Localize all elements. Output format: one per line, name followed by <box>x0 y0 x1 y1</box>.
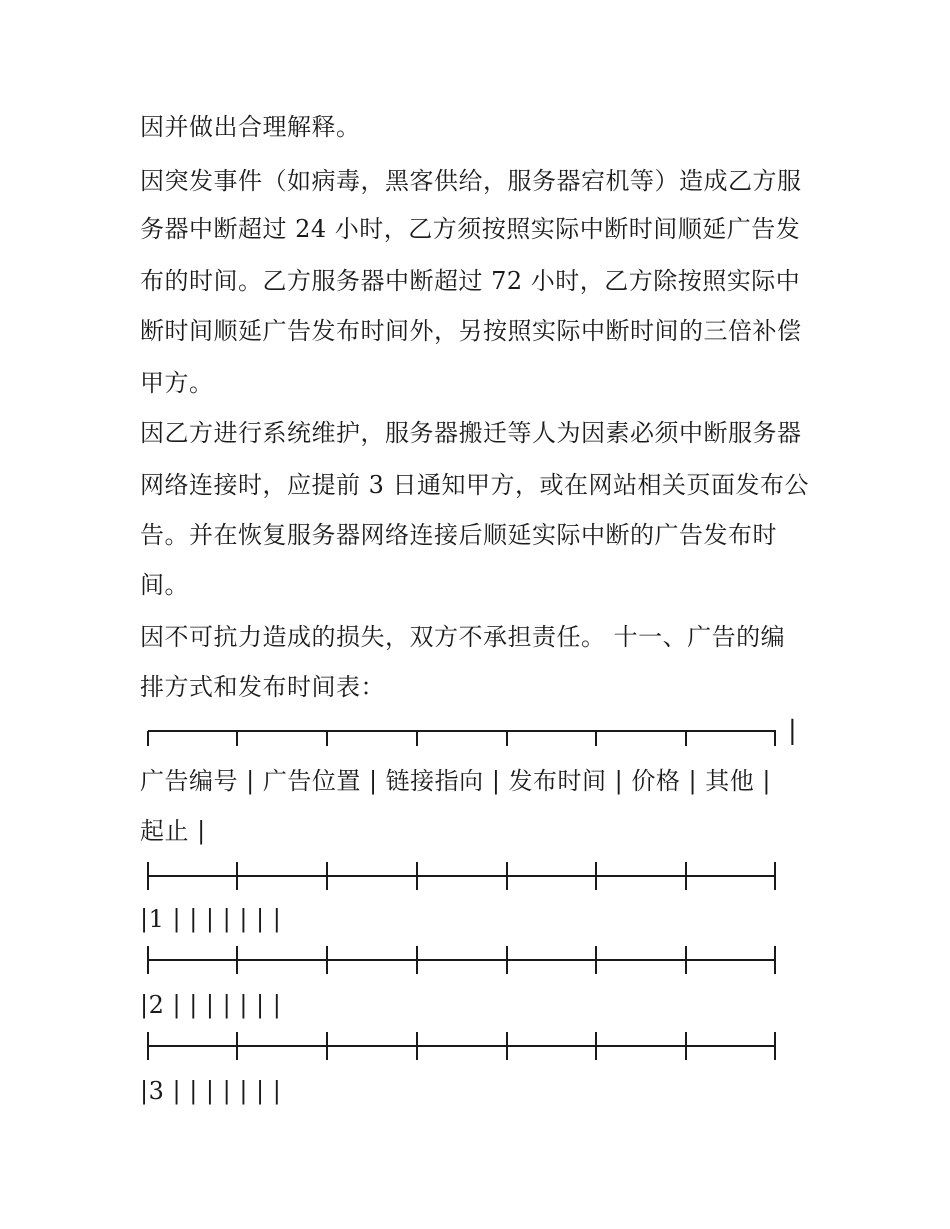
text-line: 因不可抗力造成的损失，双方不承担责任。 十一、广告的编 <box>140 623 786 651</box>
table-corner-mark: | <box>788 716 798 746</box>
text-line: 因乙方进行系统维护，服务器搬迁等人为因素必须中断服务器 <box>140 419 802 447</box>
text-line: 因突发事件（如病毒，黑客供给，服务器宕机等）造成乙方服 <box>140 167 802 195</box>
table-separator <box>140 1030 800 1062</box>
table-separator <box>140 860 800 892</box>
table-row: |3 | | | | | | | <box>140 1077 282 1105</box>
text-line: 务器中断超过 24 小时，乙方须按照实际中断时间顺延广告发 <box>140 215 801 243</box>
table-row: |2 | | | | | | | <box>140 991 282 1019</box>
table-header-continued: 起止 | <box>140 817 206 845</box>
table-top-border <box>140 716 800 748</box>
text-line: 断时间顺延广告发布时间外，另按照实际中断时间的三倍补偿 <box>140 317 802 345</box>
table-separator <box>140 944 800 976</box>
text-line: 告。并在恢复服务器网络连接后顺延实际中断的广告发布时 <box>140 521 777 549</box>
text-line: 网络连接时，应提前 3 日通知甲方，或在网站相关页面发布公 <box>140 471 810 499</box>
text-line: 排方式和发布时间表： <box>140 673 385 701</box>
text-line: 因并做出合理解释。 <box>140 113 361 141</box>
table-row: |1 | | | | | | | <box>140 905 282 933</box>
table-header: 广告编号 | 广告位置 | 链接指向 | 发布时间 | 价格 | 其他 | <box>140 767 771 795</box>
text-line: 甲方。 <box>140 369 214 397</box>
text-line: 布的时间。乙方服务器中断超过 72 小时，乙方除按照实际中 <box>140 267 801 295</box>
text-line: 间。 <box>140 571 189 599</box>
